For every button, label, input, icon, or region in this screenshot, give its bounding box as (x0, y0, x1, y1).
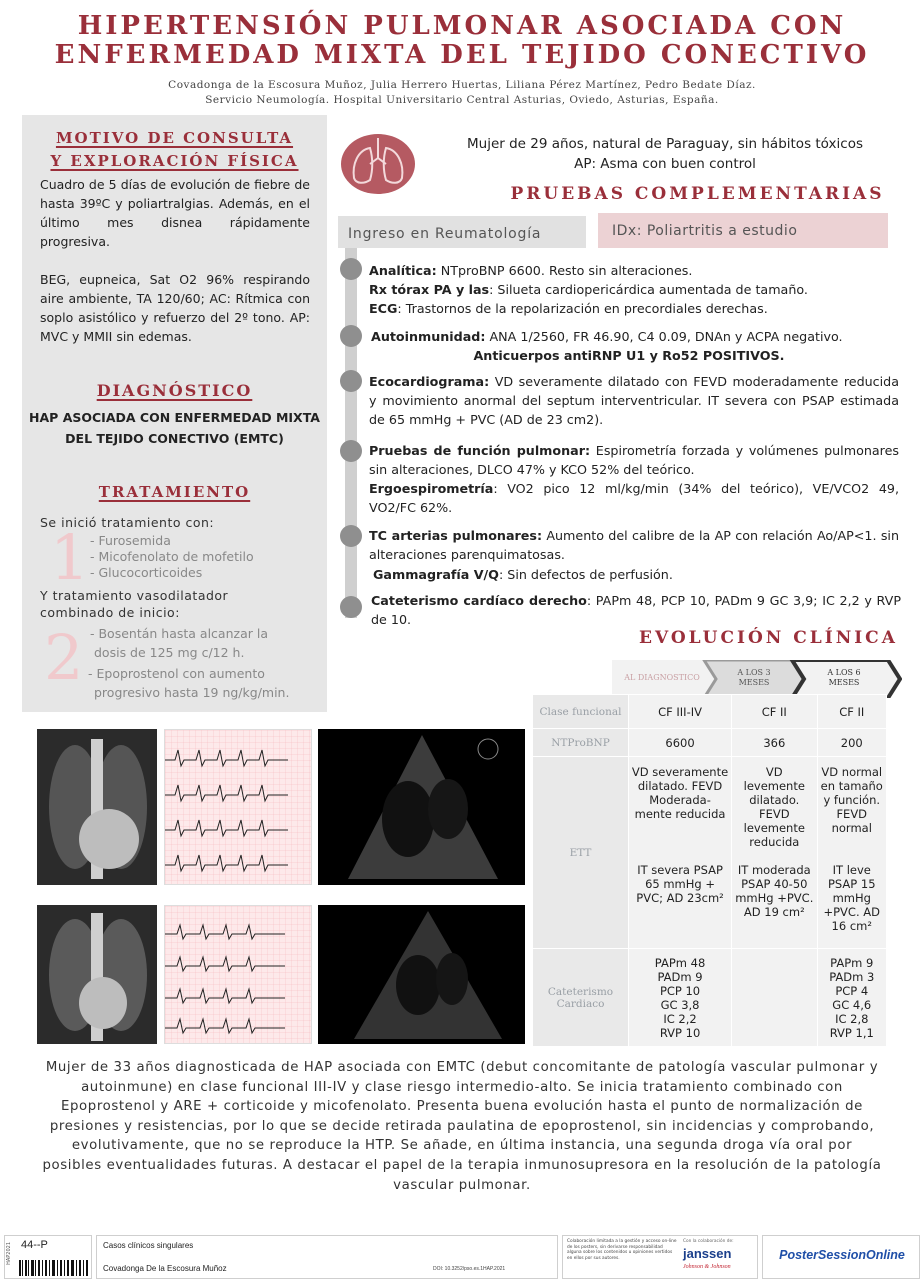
treatment-item: - Epoprostenol con aumento (88, 666, 265, 681)
table-cell (732, 949, 817, 1047)
cat-text: : PAPm 48, PCP 10, PADm 9 GC 3,9; IC 2,2 y RVP de 10. (371, 593, 901, 627)
tratamiento-intro-2b: combinado de inicio: (40, 605, 180, 620)
patient-line-2: AP: Asma con buen control (574, 156, 756, 172)
patient-line-1: Mujer de 29 años, natural de Paraguay, sin hábitos tóxicos (466, 136, 863, 152)
authors-block (0, 78, 924, 108)
footer-category: Casos clínicos singulares (103, 1241, 194, 1250)
ett-text: IT leve PSAP 15 mmHg +PVC. AD 16 cm² (823, 863, 880, 933)
timeline-bar (345, 248, 357, 618)
ecg-label: ECG (369, 301, 398, 316)
motivo-title-line-1: MOTIVO DE CONSULTA (55, 129, 294, 147)
timeline-dot (340, 370, 362, 392)
footer-side-label: HAP2021 (6, 1242, 12, 1265)
tratamiento-title: TRATAMIENTO (98, 483, 251, 501)
sponsor-logo: janssen (683, 1246, 732, 1261)
rx-entry (369, 280, 899, 299)
cat-value: PADm 9 (657, 969, 703, 984)
treatment-item: - Glucocorticoides (90, 565, 203, 580)
col-header-6m-b: MESES (828, 678, 860, 687)
chest-xray-1 (37, 729, 157, 885)
cat-value: PCP 10 (659, 983, 701, 998)
left-panel (22, 115, 327, 712)
sponsor-pre: Con la colaboración de: (683, 1239, 734, 1244)
footer-code: 44--P (21, 1239, 48, 1251)
motivo-paragraph-2: BEG, eupneica, Sat O2 96% respirando aire ambiente, TA 120/60; AC: Rítmica con soplo asistólico y refuerzo del 2º tono. AP: MVC y MMII sin edemas. (40, 272, 310, 344)
timeline-dot (340, 440, 362, 462)
ergo-text: : VO2 pico 12 ml/kg/min (34% del teórico), VE/VCO2 49, VO2/FC 62%. (369, 481, 899, 515)
analitica-label: Analítica: (369, 263, 437, 278)
ecg-image-2 (164, 905, 312, 1044)
evolucion-table (532, 694, 887, 1047)
auto-label: Autoinmunidad: (371, 329, 486, 344)
table-cell: 6600 (629, 729, 732, 757)
footer-author: Covadonga De la Escosura Muñoz (103, 1264, 227, 1273)
title-line-1: HIPERTENSIÓN PULMONAR ASOCIADA CON (77, 11, 847, 41)
eco-label: Ecocardiograma: (369, 374, 490, 389)
treatment-item: - Furosemida (90, 533, 171, 548)
step-number-1: 1 (50, 521, 90, 594)
cat-value: IC 2,2 (663, 1011, 697, 1026)
auto-bold-text: Anticuerpos antiRNP U1 y Ro52 POSITIVOS. (473, 348, 785, 363)
table-cell (732, 757, 817, 949)
summary-text: Mujer de 33 años diagnosticada de HAP asociada con EMTC (debut concomitante de patología vascular pulmonar y autoinmune) en clase funcional III-IV y clase riesgo intermedio-alto. Se inicia tratamiento combinado con Epoprostenol y ARE + corticoide y micofenolato. Presenta buena evolución hasta el punto de normalización de presiones y resistencias, por lo que se decide retirada paulatina de epoprostenol, sin incidencias y comprobando, evolutivamente, que no se reproduce la HTP. Se añade, en última instancia, una segunda droga vía oral por posibles eventualidades futuras. A destacar el papel de la terapia inmunosupresora en la resolución de la patología vascular pulmonar. (42, 1060, 882, 1193)
table-cell (817, 949, 887, 1047)
step-number-2: 2 (44, 621, 84, 694)
tc-entry (369, 526, 899, 564)
idx-box: IDx: Poliartritis a estudio (598, 213, 888, 248)
title-line-2: ENFERMEDAD MIXTA DEL TEJIDO CONECTIVO (54, 40, 870, 70)
table-cell: CF III-IV (629, 695, 732, 729)
timeline-dot (340, 325, 362, 347)
ett-text: VD normal en tamaño y función. FEVD normal (820, 765, 883, 835)
echo-image-2 (318, 905, 525, 1044)
timeline-dot (340, 525, 362, 547)
footer-doi: DOI: 10.3252/pso.es.1HAP.2021 (433, 1266, 506, 1272)
analitica-text: NTproBNP 6600. Resto sin alteraciones. (436, 263, 693, 278)
pruebas-title: PRUEBAS COMPLEMENTARIAS (510, 184, 885, 204)
affiliation: Servicio Neumología. Hospital Universitario Central Asturias, Oviedo, Asturias, España. (205, 94, 719, 106)
table-row (533, 695, 887, 729)
col-header-3m-b: MESES (738, 678, 770, 687)
cat-value: PADm 3 (829, 969, 875, 984)
row-header: Cateterismo Cardiaco (533, 949, 629, 1047)
sponsor-sub: Johnson & Johnson (683, 1264, 731, 1270)
cat-value: PAPm 9 (830, 955, 874, 970)
footer-disclaimer: Colaboración limitada a la gestión y acceso on-line de los posters, sin derivarse responsabilidad alguna sobre los contenidos u opiniones vertidos en ellos por sus autores. (567, 1239, 677, 1261)
ett-text: VD levemente dilatado. FEVD levemente reducida (743, 765, 805, 849)
treatment-item: - Bosentán hasta alcanzar la (90, 626, 268, 641)
cat-value: IC 2,8 (835, 1011, 869, 1026)
motivo-paragraph-1: Cuadro de 5 días de evolución de fiebre de hasta 39ºC y poliartralgias. Además, en el último mes disnea rápidamente progresiva. (40, 177, 310, 249)
ett-text: VD severamente dilatado. FEVD Moderada-mente reducida (631, 765, 729, 821)
brand-logo: PosterSessionOnline (779, 1248, 905, 1262)
table-cell: CF II (732, 695, 817, 729)
tratamiento-intro: Se inició tratamiento con: (40, 515, 215, 530)
rx-label: Rx tórax PA y las (369, 282, 490, 297)
footer-info-box (96, 1235, 558, 1279)
col-header-6m-a: A LOS 6 (827, 668, 861, 677)
gamma-entry (373, 565, 903, 584)
footer-code-box (4, 1235, 92, 1279)
footer-sponsor-box (562, 1235, 758, 1279)
pfp-label: Pruebas de función pulmonar: (369, 443, 591, 458)
diagnostico-title (22, 381, 327, 400)
pfp-entry (369, 441, 899, 479)
patient-info (430, 134, 900, 174)
table-cell: 200 (817, 729, 887, 757)
cat-value: PCP 4 (835, 983, 869, 998)
ecg-entry (369, 299, 899, 318)
cateterismo-entry (371, 591, 901, 629)
rx-text: : Silueta cardiopericárdica aumentada de tamaño. (489, 282, 808, 297)
evolucion-title: EVOLUCIÓN CLÍNICA (639, 628, 898, 648)
motivo-title-line-2: Y EXPLORACIÓN FÍSICA (50, 152, 299, 170)
footer (0, 1233, 924, 1280)
col-header-diagnostico: AL DIAGNOSTICO (624, 673, 700, 682)
cat-value: GC 4,6 (832, 997, 872, 1012)
tc-text: Aumento del calibre de la AP con relación Ao/AP<1. sin alteraciones parenquimatosas. (369, 528, 900, 562)
echo-image-1 (318, 729, 525, 885)
diagnostico-title-text: DIAGNÓSTICO (96, 381, 253, 400)
table-cell: CF II (817, 695, 887, 729)
col-header-3m-a: A LOS 3 (737, 668, 771, 677)
ett-text: IT moderada PSAP 40-50 mmHg +PVC. AD 19 cm² (735, 863, 814, 919)
cat-value: PAPm 48 (654, 955, 706, 970)
footer-brand-box (762, 1235, 920, 1279)
treatment-item: dosis de 125 mg c/12 h. (94, 645, 245, 660)
chest-xray-2 (37, 905, 157, 1044)
tratamiento-intro-2a: Y tratamiento vasodilatador (40, 588, 229, 603)
treatment-item: progresivo hasta 19 ng/kg/min. (94, 685, 290, 700)
barcode-icon (19, 1260, 89, 1276)
row-header: NTProBNP (533, 729, 629, 757)
gamma-label: Gammagrafía V/Q (373, 567, 499, 582)
table-row (533, 757, 887, 949)
table-cell (817, 757, 887, 949)
ergo-entry (369, 479, 899, 517)
eco-text: VD severamente dilatado con FEVD moderadamente reducida y movimiento anormal del septum interventricular. IT severa con PSAP estimada de 65 mmHg + PVC (AD de 23 cm2). (369, 374, 899, 427)
table-cell: 366 (732, 729, 817, 757)
cat-value: RVP 10 (659, 1025, 701, 1040)
ingreso-box: Ingreso en Reumatología (338, 216, 586, 248)
autoinmunidad-entry (371, 327, 901, 346)
cat-value: GC 3,8 (660, 997, 700, 1012)
lungs-icon (340, 130, 416, 194)
pfp-text: Espirometría forzada y volúmenes pulmonares sin alteraciones, DLCO 47% y KCO 52% del teórico. (369, 443, 900, 477)
timeline-dot (340, 596, 362, 618)
ecg-text: : Trastornos de la repolarización en precordiales derechas. (397, 301, 768, 316)
motivo-title (22, 127, 327, 173)
row-header: Clase funcional (533, 695, 629, 729)
treatment-item: - Micofenolato de mofetilo (90, 549, 254, 564)
table-row (533, 729, 887, 757)
row-header: ETT (533, 757, 629, 949)
table-cell (629, 757, 732, 949)
gamma-text: : Sin defectos de perfusión. (498, 567, 673, 582)
ergo-label: Ergoespirometría (369, 481, 494, 496)
ecg-image-1 (164, 729, 312, 885)
cat-value: RVP 1,1 (829, 1025, 874, 1040)
table-row (533, 949, 887, 1047)
analitica-entry (369, 261, 899, 280)
timeline-dot (340, 258, 362, 280)
cat-label: Cateterismo cardíaco derecho (371, 593, 587, 608)
tc-label: TC arterias pulmonares: (369, 528, 543, 543)
poster-title (0, 12, 924, 70)
authors: Covadonga de la Escosura Muñoz, Julia Herrero Huertas, Liliana Pérez Martínez, Pedro Bedate Díaz. (168, 79, 756, 91)
auto-text: ANA 1/2560, FR 46.90, C4 0.09, DNAn y ACPA negativo. (485, 329, 843, 344)
ett-text: IT severa PSAP 65 mmHg + PVC; AD 23cm² (636, 863, 724, 905)
eco-entry (369, 372, 899, 429)
diagnostico-text: HAP ASOCIADA CON ENFERMEDAD MIXTA DEL TEJIDO CONECTIVO (EMTC) (29, 410, 320, 446)
table-cell (629, 949, 732, 1047)
